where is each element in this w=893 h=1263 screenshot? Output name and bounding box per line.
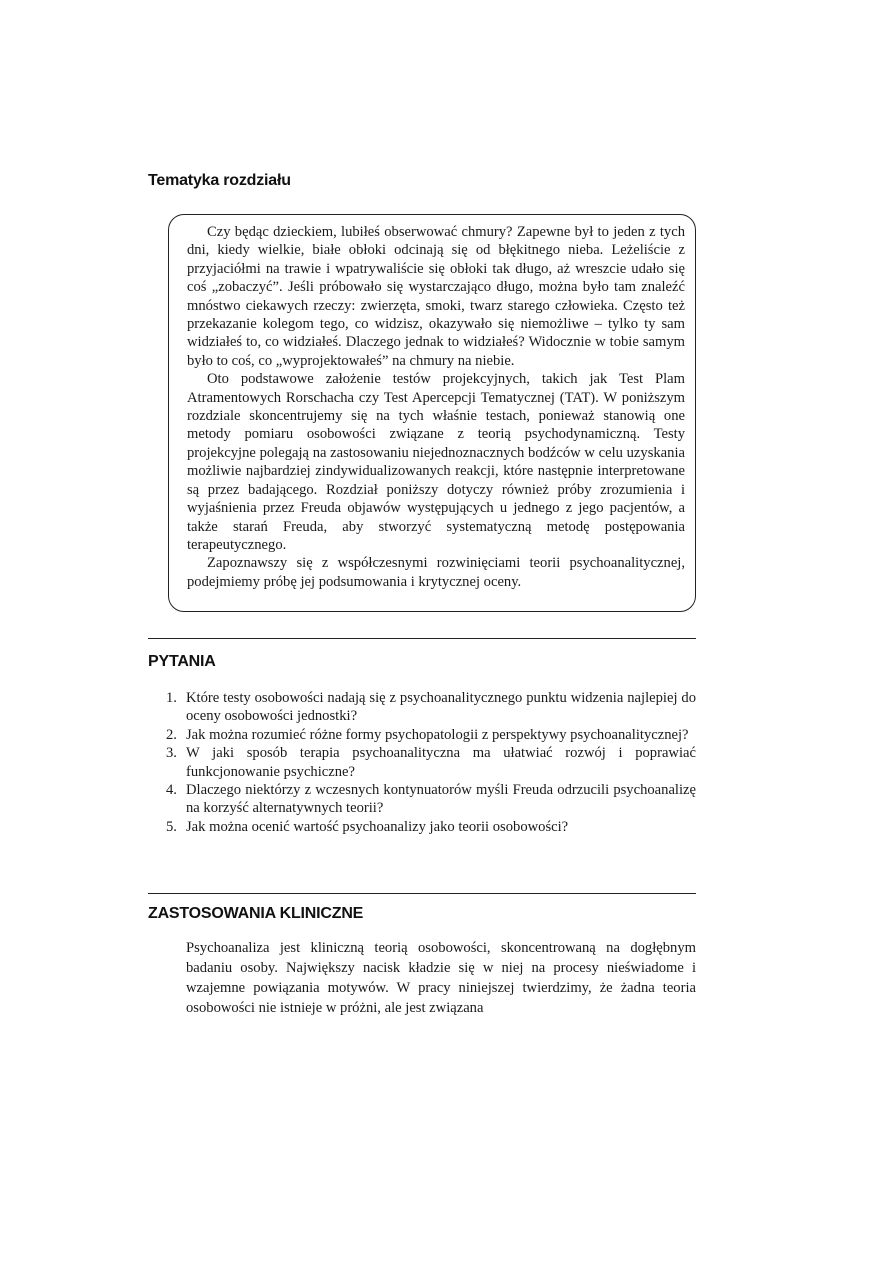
question-item xyxy=(148,818,696,836)
section-divider xyxy=(148,893,696,894)
question-number: 4. xyxy=(166,782,177,799)
question-number: 1. xyxy=(166,690,177,706)
question-text: Które testy osobowości nadają się z psychoanalitycznego punktu widzenia najlepiej do oceny osobowości jednostki? xyxy=(186,690,696,725)
question-item xyxy=(148,744,696,781)
section-divider xyxy=(148,638,696,639)
question-item xyxy=(148,781,696,818)
question-number: 2. xyxy=(166,726,177,743)
question-number: 5. xyxy=(166,818,177,835)
question-item xyxy=(148,726,696,744)
clinical-applications-heading: ZASTOSOWANIA KLINICZNE xyxy=(148,905,364,922)
question-text: Jak można ocenić wartość psychoanalizy jako teorii osobowości? xyxy=(186,818,569,835)
question-item xyxy=(148,689,696,726)
intro-paragraph-3: Zapoznawszy się z współczesnymi rozwinięciami teorii psychoanalitycznej, podejmiemy próbę jej podsumowania i krytycznej oceny. xyxy=(187,555,685,590)
questions-heading: PYTANIA xyxy=(148,653,216,670)
questions-list xyxy=(148,689,696,836)
question-text: Dlaczego niektórzy z wczesnych kontynuatorów myśli Freuda odrzucili psychoanalizę na korzyść alternatywnych teorii? xyxy=(186,782,696,817)
question-text: Jak można rozumieć różne formy psychopatologii z perspektywy psychoanalitycznej? xyxy=(186,726,689,743)
question-number: 3. xyxy=(166,745,177,762)
clinical-paragraph: Psychoanaliza jest kliniczną teorią osobowości, skoncentrowaną na dogłębnym badaniu osoby. Największy nacisk kładzie się w niej na procesy nieświadome i wzajemne powiązania motywów. W pracy niniejszej twierdzimy, że żadna teoria osobowości nie istnieje w próżni, ale jest związana xyxy=(186,940,696,1016)
intro-paragraph-1: Czy będąc dzieckiem, lubiłeś obserwować chmury? Zapewne był to jeden z tych dni, kiedy wielkie, białe obłoki odcinają się od błękitnego nieba. Leżeliście z przyjaciółmi na trawie i wpatrywaliście się obłoki tak długo, aż wreszcie udało się coś „zobaczyć”. Jeśli próbowało się wystarczająco długo, można było tam znaleźć mnóstwo ciekawych rzeczy: zwierzęta, smoki, twarz starego człowieka. Często też przekazanie kolegom tego, co widzisz, okazywało się niemożliwe – tylko ty sam widziałeś to, co widziałeś. Dlaczego jednak to widziałeś? Widocznie w tobie samym było to coś, co „wyprojektowałeś” na chmury na niebie. xyxy=(187,224,685,369)
question-text: W jaki sposób terapia psychoanalityczna ma ułatwiać rozwój i poprawiać funkcjonowanie psychiczne? xyxy=(186,745,696,780)
intro-paragraph-2: Oto podstawowe założenie testów projekcyjnych, takich jak Test Plam Atramentowych Rorschacha czy Test Apercepcji Tematycznej (TAT). W poniższym rozdziale skoncentrujemy się na tych właśnie testach, ponieważ stanowią one metody pomiaru osobowości związane z teorią psychodynamiczną. Testy projekcyjne polegają na zastosowaniu niejednoznacznych bodźców w celu uzyskania możliwie najbardziej zindywidualizowanych reakcji, które następnie interpretowane są przez badającego. Rozdział poniższy dotyczy również próby zrozumienia i wyjaśnienia przez Freuda objawów występujących u jednego z jego pacjentów, a także starań Freuda, aby stworzyć systematyczną metodę postępowania terapeutycznego. xyxy=(187,371,685,553)
chapter-topics-box xyxy=(168,214,696,612)
chapter-topics-heading: Tematyka rozdziału xyxy=(148,172,291,189)
clinical-applications-section xyxy=(186,938,696,1018)
